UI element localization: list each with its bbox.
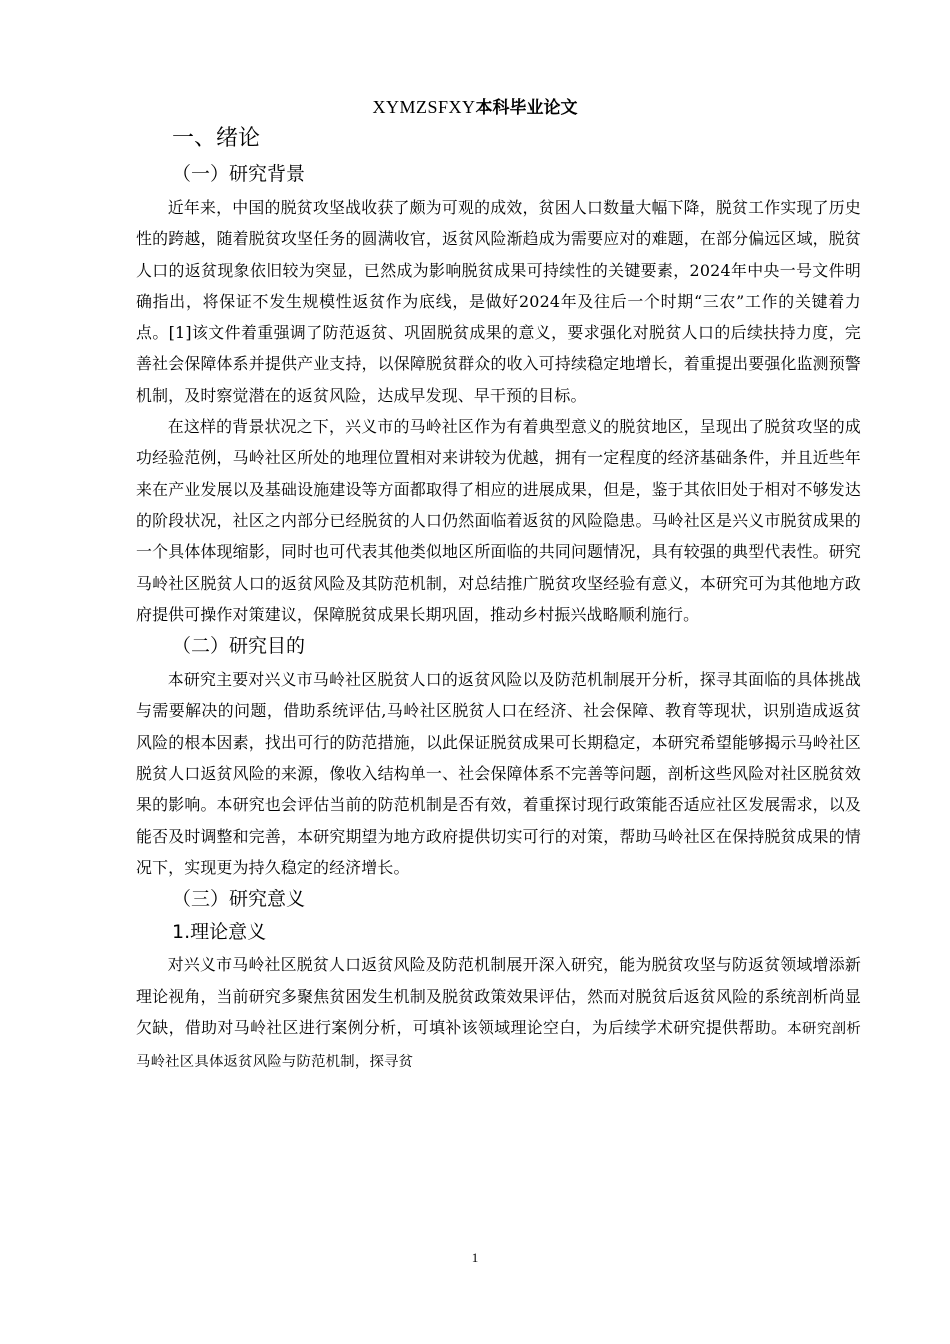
subsection-title-theory: 1.理论意义 <box>172 921 267 944</box>
header-code: XYMZSFXY <box>372 97 476 117</box>
paragraph-purpose-1: 本研究主要对兴义市马岭社区脱贫人口的返贫风险以及防范机制展开分析，探寻其面临的具体挑战与需要解决的问题，借助系统评估,马岭社区脱贫人口在经济、社会保障、教育等现状，识别造成返贫风险的根本因素，找出可行的防范措施，以此保证脱贫成果可长期稳定，本研究希望能够揭示马岭社区脱贫人口返贫风险的来源，像收入结构单一、社会保障体系不完善等问题，剖析这些风险对社区脱贫效果的影响。本研究也会评估当前的防范机制是否有效，着重探讨现行政策能否适应社区发展需求，以及能否及时调整和完善，本研究期望为地方政府提供切实可行的对策，帮助马岭社区在保持脱贫成果的情况下，实现更为持久稳定的经济增长。 <box>136 670 861 877</box>
header-title: 本科毕业论文 <box>475 98 578 118</box>
section-title-background: （一）研究背景 <box>172 163 306 185</box>
paragraph-theory-1 <box>136 949 861 1078</box>
paragraph-background-2: 在这样的背景状况之下，兴义市的马岭社区作为有着典型意义的脱贫地区，呈现出了脱贫攻坚的成功经验范例，马岭社区所处的地理位置相对来讲较为优越，拥有一定程度的经济基础条件，并且近些年来在产业发展以及基础设施建设等方面都取得了相应的进展成果，但是，鉴于其依旧处于相对不够发达的阶段状况，社区之内部分已经脱贫的人口仍然面临着返贫的风险隐患。马岭社区是兴义市脱贫成果的一个具体体现缩影，同时也可代表其他类似地区所面临的共同问题情况，具有较强的典型代表性。研究马岭社区脱贫人口的返贫风险及其防范机制，对总结推广脱贫攻坚经验有意义，本研究可为其他地方政府提供可操作对策建议，保障脱贫成果长期巩固，推动乡村振兴战略顺利施行。 <box>136 417 861 624</box>
page-header <box>0 94 950 121</box>
paragraph-theory-tail: 本研究剖析马岭社区具体返贫风险与防范机制，探寻贫 <box>136 1020 861 1071</box>
paragraph-background-1: 近年来，中国的脱贫攻坚战收获了颇为可观的成效，贫困人口数量大幅下降，脱贫工作实现了历史性的跨越，随着脱贫攻坚任务的圆满收官，返贫风险渐趋成为需要应对的难题，在部分偏远区域，脱贫人口的返贫现象依旧较为突显，已然成为影响脱贫成果可持续性的关键要素，2024年中央一号文件明确指出，将保证不发生规模性返贫作为底线，是做好2024年及往后一个时期“三农”工作的关键着力点。[1]该文件着重强调了防范返贫、巩固脱贫成果的意义，要求强化对脱贫人口的后续扶持力度，完善社会保障体系并提供产业支持，以保障脱贫群众的收入可持续稳定地增长，着重提出要强化监测预警机制，及时察觉潜在的返贫风险，达成早发现、早干预的目标。 <box>136 198 861 405</box>
section-title-purpose: （二）研究目的 <box>172 635 306 658</box>
section-title-significance: （三）研究意义 <box>172 888 306 911</box>
chapter-title: 一、绪论 <box>172 126 261 151</box>
page-number: 1 <box>471 1250 479 1265</box>
main-content <box>136 120 861 1078</box>
paragraph-theory-text: 对兴义市马岭社区脱贫人口返贫风险及防范机制展开深入研究，能为脱贫攻坚与防返贫领域增添新理论视角，当前研究多聚焦贫困发生机制及脱贫政策效果评估，然而对脱贫后返贫风险的系统剖析尚显欠缺，借助对马岭社区进行案例分析，可填补该领域理论空白，为后续学术研究提供帮助。 <box>136 955 861 1037</box>
